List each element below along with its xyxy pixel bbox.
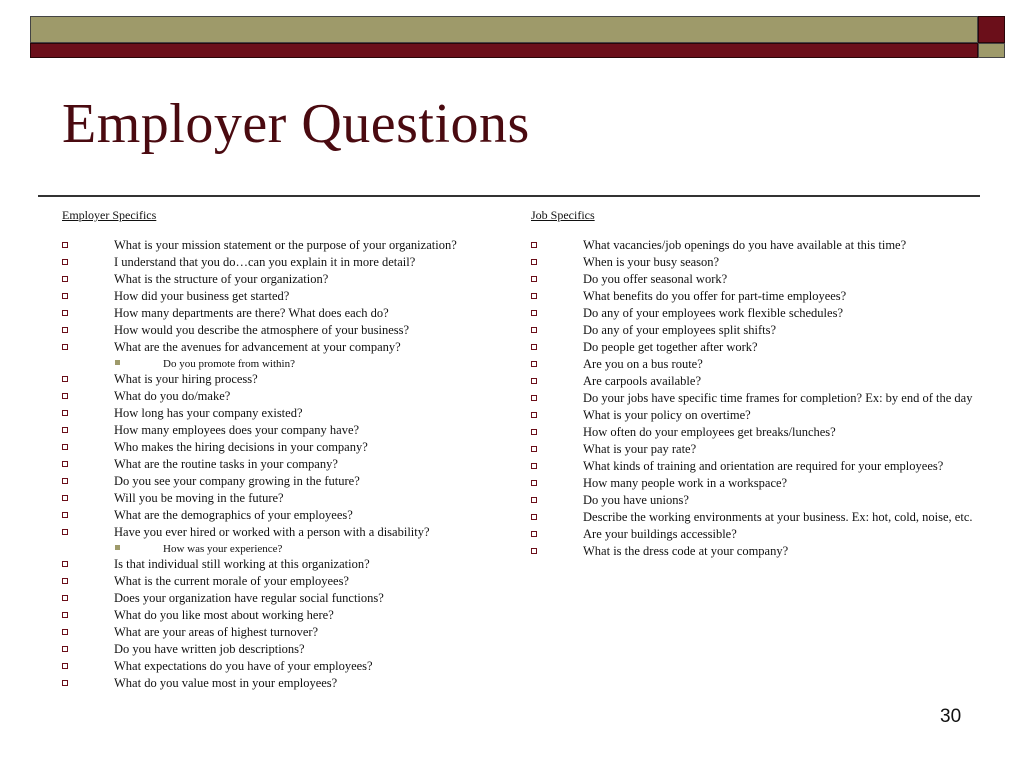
list-item-text: What are your areas of highest turnover? <box>114 625 319 640</box>
list-item-text: How many departments are there? What does each do? <box>114 306 389 320</box>
hollow-square-bullet-icon <box>531 361 537 367</box>
list-item <box>531 409 981 422</box>
hollow-square-bullet-icon <box>62 427 68 433</box>
list-item-text: When is your busy season? <box>583 255 720 269</box>
hollow-square-bullet-icon <box>62 646 68 652</box>
employer-specifics-column <box>62 208 512 694</box>
hollow-square-bullet-icon <box>531 429 537 435</box>
list-item-text: How would you describe the atmosphere of your business? <box>114 323 410 337</box>
hollow-square-bullet-icon <box>62 293 68 299</box>
header-corner-square-bottom <box>978 43 1005 58</box>
hollow-square-bullet-icon <box>531 259 537 265</box>
list-item <box>62 660 512 673</box>
list-item-text: Will you be moving in the future? <box>114 491 284 506</box>
list-item-text: What is the current morale of your employees? <box>114 574 349 589</box>
list-item <box>531 256 981 269</box>
list-item-text: What expectations do you have of your employees? <box>114 659 373 674</box>
hollow-square-bullet-icon <box>62 259 68 265</box>
hollow-square-bullet-icon <box>62 680 68 686</box>
list-item <box>531 460 981 473</box>
list-item-text: Does your organization have regular social functions? <box>114 591 384 606</box>
title-divider <box>38 195 980 197</box>
list-item <box>62 609 512 622</box>
list-item <box>62 626 512 639</box>
list-item <box>531 341 981 354</box>
list-item <box>62 324 512 337</box>
list-item-text: What is the structure of your organization? <box>114 272 329 286</box>
hollow-square-bullet-icon <box>62 376 68 382</box>
hollow-square-bullet-icon <box>62 393 68 399</box>
list-item <box>62 424 512 437</box>
list-item-text: Have you ever hired or worked with a person with a disability? <box>114 525 430 540</box>
list-item-text: Do any of your employees work flexible schedules? <box>583 306 843 320</box>
list-item-text: How did your business get started? <box>114 289 290 303</box>
list-item-text: What is your pay rate? <box>583 442 697 456</box>
list-item-text: How often do your employees get breaks/lunches? <box>583 425 836 439</box>
list-item-text: Are your buildings accessible? <box>583 527 737 541</box>
list-item-text: What are the routine tasks in your company? <box>114 457 338 472</box>
hollow-square-bullet-icon <box>62 595 68 601</box>
sub-list-item <box>62 358 512 370</box>
list-item <box>62 458 512 471</box>
list-item-text: What is your policy on overtime? <box>583 408 751 422</box>
list-item <box>62 441 512 454</box>
hollow-square-bullet-icon <box>62 578 68 584</box>
list-item-text: What vacancies/job openings do you have available at this time? <box>583 238 907 252</box>
hollow-square-bullet-icon <box>62 663 68 669</box>
list-item <box>62 290 512 303</box>
list-item-text: Are carpools available? <box>583 374 701 388</box>
list-item <box>531 426 981 439</box>
list-item <box>62 475 512 488</box>
hollow-square-bullet-icon <box>62 242 68 248</box>
hollow-square-bullet-icon <box>62 612 68 618</box>
list-item <box>62 526 512 539</box>
list-item <box>62 558 512 571</box>
list-item-text: How many people work in a workspace? <box>583 476 788 490</box>
list-item <box>531 239 981 252</box>
list-item-text: Is that individual still working at this organization? <box>114 557 370 572</box>
list-item <box>62 592 512 605</box>
list-item <box>62 643 512 656</box>
hollow-square-bullet-icon <box>62 276 68 282</box>
list-item-text: I understand that you do…can you explain it in more detail? <box>114 255 416 269</box>
hollow-square-bullet-icon <box>62 561 68 567</box>
hollow-square-bullet-icon <box>531 242 537 248</box>
hollow-square-bullet-icon <box>62 495 68 501</box>
list-item-text: What is your hiring process? <box>114 372 258 387</box>
list-item-text: What kinds of training and orientation are required for your employees? <box>583 459 944 473</box>
hollow-square-bullet-icon <box>62 629 68 635</box>
list-item-text: What are the avenues for advancement at your company? <box>114 340 401 354</box>
hollow-square-bullet-icon <box>62 410 68 416</box>
hollow-square-bullet-icon <box>531 276 537 282</box>
hollow-square-bullet-icon <box>531 344 537 350</box>
list-item-text: What are the demographics of your employees? <box>114 508 353 523</box>
list-item-text: Do you promote from within? <box>163 358 295 370</box>
list-item <box>531 528 981 541</box>
list-item-text: What do you like most about working here? <box>114 608 334 623</box>
employer-specifics-heading: Employer Specifics <box>62 208 157 222</box>
hollow-square-bullet-icon <box>531 327 537 333</box>
list-item-text: What is the dress code at your company? <box>583 544 789 558</box>
hollow-square-bullet-icon <box>531 378 537 384</box>
page-number: 30 <box>940 706 962 727</box>
list-item <box>531 392 981 405</box>
list-item-text: What do you value most in your employees? <box>114 676 338 691</box>
hollow-square-bullet-icon <box>531 310 537 316</box>
hollow-square-bullet-icon <box>531 412 537 418</box>
list-item <box>531 273 981 286</box>
sub-list-item <box>62 543 512 555</box>
hollow-square-bullet-icon <box>531 497 537 503</box>
list-item-text: How was your experience? <box>163 543 283 556</box>
list-item <box>531 358 981 371</box>
hollow-square-bullet-icon <box>531 514 537 520</box>
list-item-text: How long has your company existed? <box>114 406 303 421</box>
hollow-square-bullet-icon <box>62 512 68 518</box>
hollow-square-bullet-icon <box>531 395 537 401</box>
hollow-square-bullet-icon <box>62 529 68 535</box>
hollow-square-bullet-icon <box>531 463 537 469</box>
list-item <box>531 307 981 320</box>
list-item <box>62 677 512 690</box>
list-item-text: Are you on a bus route? <box>583 357 703 371</box>
hollow-square-bullet-icon <box>531 531 537 537</box>
list-item-text: Do you offer seasonal work? <box>583 272 728 286</box>
list-item <box>62 373 512 386</box>
hollow-square-bullet-icon <box>531 480 537 486</box>
list-item-text: What is your mission statement or the purpose of your organization? <box>114 238 457 252</box>
list-item <box>531 545 981 558</box>
hollow-square-bullet-icon <box>62 444 68 450</box>
hollow-square-bullet-icon <box>62 461 68 467</box>
list-item <box>531 494 981 507</box>
list-item <box>62 256 512 269</box>
header-olive-bar <box>30 16 978 43</box>
list-item <box>531 511 981 524</box>
list-item-text: Do any of your employees split shifts? <box>583 323 777 337</box>
filled-square-bullet-icon <box>115 360 120 365</box>
list-item-text: How many employees does your company have? <box>114 423 360 438</box>
list-item <box>62 492 512 505</box>
job-questions-list <box>531 239 981 558</box>
list-item <box>62 407 512 420</box>
list-item <box>62 341 512 354</box>
header-corner-square-top <box>978 16 1005 43</box>
list-item <box>531 290 981 303</box>
list-item <box>62 307 512 320</box>
list-item-text: Do you see your company growing in the future? <box>114 474 360 489</box>
list-item-text: Describe the working environments at your business. Ex: hot, cold, noise, etc. <box>583 510 973 524</box>
hollow-square-bullet-icon <box>531 293 537 299</box>
hollow-square-bullet-icon <box>531 446 537 452</box>
hollow-square-bullet-icon <box>62 327 68 333</box>
list-item-text: Who makes the hiring decisions in your company? <box>114 440 368 455</box>
slide-title: Employer Questions <box>62 93 530 155</box>
list-item-text: What benefits do you offer for part-time employees? <box>583 289 847 303</box>
list-item <box>62 390 512 403</box>
header-maroon-bar <box>30 43 978 58</box>
list-item <box>531 375 981 388</box>
list-item-text: Do your jobs have specific time frames for completion? Ex: by end of the day <box>583 391 973 405</box>
list-item-text: Do you have unions? <box>583 493 689 507</box>
job-specifics-column <box>531 208 981 562</box>
list-item-text: What do you do/make? <box>114 389 231 404</box>
list-item <box>531 477 981 490</box>
employer-questions-list <box>62 239 512 691</box>
list-item <box>62 239 512 252</box>
list-item <box>62 273 512 286</box>
hollow-square-bullet-icon <box>62 344 68 350</box>
list-item <box>62 575 512 588</box>
list-item <box>62 509 512 522</box>
list-item <box>531 324 981 337</box>
hollow-square-bullet-icon <box>62 478 68 484</box>
list-item <box>531 443 981 456</box>
job-specifics-heading: Job Specifics <box>531 208 595 222</box>
hollow-square-bullet-icon <box>531 548 537 554</box>
list-item-text: Do you have written job descriptions? <box>114 642 305 657</box>
list-item-text: Do people get together after work? <box>583 340 758 354</box>
hollow-square-bullet-icon <box>62 310 68 316</box>
filled-square-bullet-icon <box>115 545 120 550</box>
